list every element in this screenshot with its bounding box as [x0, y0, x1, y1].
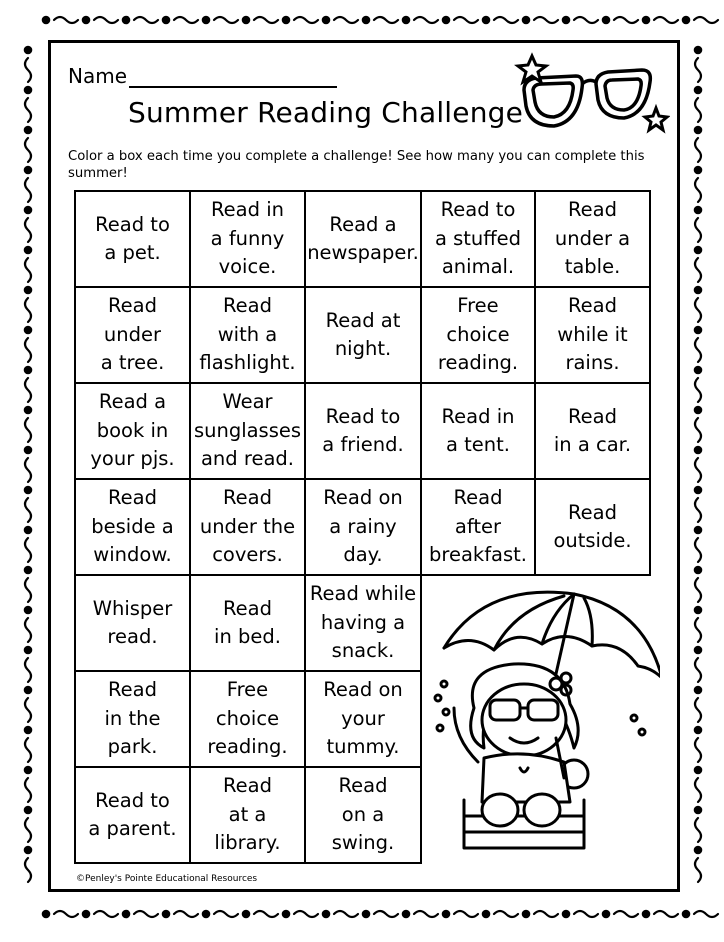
border-wave [695, 658, 701, 682]
border-wave [25, 578, 31, 602]
border-wave [695, 458, 701, 482]
border-wave [414, 17, 438, 23]
border-dot [483, 17, 489, 23]
border-wave [25, 258, 31, 282]
border-dot [695, 207, 701, 213]
border-dot [203, 17, 209, 23]
challenge-cell: Read at night. [304, 286, 422, 384]
border-dot [25, 87, 31, 93]
border-wave [614, 911, 638, 917]
border-wave [695, 618, 701, 642]
challenge-cell: Read outside. [534, 478, 651, 576]
border-wave [614, 17, 638, 23]
page-title: Summer Reading Challenge [128, 96, 524, 129]
challenge-cell: Read at a library. [189, 766, 306, 864]
instructions-text: Color a box each time you complete a challenge! See how many you can complete this summer! [68, 149, 645, 181]
border-wave [54, 911, 78, 917]
border-wave [534, 17, 558, 23]
border-wave [94, 17, 118, 23]
border-wave [574, 911, 598, 917]
border-wave [214, 17, 238, 23]
border-wave [294, 911, 318, 917]
border-dot [695, 647, 701, 653]
border-dot [603, 17, 609, 23]
border-wave [695, 58, 701, 82]
border-dot [25, 527, 31, 533]
border-dot [323, 17, 329, 23]
challenge-cell: Read under the covers. [189, 478, 306, 576]
challenge-cell: Free choice reading. [420, 286, 536, 384]
border-wave [695, 258, 701, 282]
border-wave [25, 778, 31, 802]
border-dot [25, 407, 31, 413]
border-wave [695, 778, 701, 802]
challenge-cell: Read in the park. [74, 670, 191, 768]
border-wave [25, 618, 31, 642]
border-dot [25, 687, 31, 693]
border-dot [123, 17, 129, 23]
border-dot [695, 287, 701, 293]
challenge-cell: Read under a table. [534, 190, 651, 288]
challenge-cell: Read beside a window. [74, 478, 191, 576]
border-dot [695, 687, 701, 693]
border-wave [174, 911, 198, 917]
border-wave [25, 418, 31, 442]
border-wave [534, 911, 558, 917]
border-wave [695, 738, 701, 762]
border-wave [334, 17, 358, 23]
challenge-cell: Whisper read. [74, 574, 191, 672]
border-wave [694, 911, 718, 917]
challenge-cell: Read while it rains. [534, 286, 651, 384]
border-dot [695, 327, 701, 333]
border-wave [214, 911, 238, 917]
border-wave [695, 698, 701, 722]
border-dot [25, 607, 31, 613]
border-dot [695, 87, 701, 93]
border-wave [454, 911, 478, 917]
border-wave [695, 858, 701, 882]
border-dot [695, 847, 701, 853]
border-dot [83, 17, 89, 23]
border-wave [254, 17, 278, 23]
border-dot [443, 911, 449, 917]
border-dot [695, 607, 701, 613]
border-dot [25, 207, 31, 213]
border-dot [643, 911, 649, 917]
border-dot [563, 17, 569, 23]
name-blank-line [129, 68, 337, 88]
challenge-cell: Read with a flashlight. [189, 286, 306, 384]
border-wave [25, 538, 31, 562]
border-dot [25, 487, 31, 493]
border-wave [25, 858, 31, 882]
border-wave [334, 911, 358, 917]
border-wave [25, 178, 31, 202]
border-wave [25, 698, 31, 722]
challenge-cell: Read after breakfast. [420, 478, 536, 576]
border-wave [25, 658, 31, 682]
name-field [68, 64, 337, 88]
border-dot [695, 247, 701, 253]
border-dot [203, 911, 209, 917]
challenge-cell: Read in a car. [534, 382, 651, 480]
border-wave [25, 378, 31, 402]
border-dot [25, 447, 31, 453]
challenge-cell: Read on a rainy day. [304, 478, 422, 576]
copyright-text: ©Penley's Pointe Educational Resources [76, 874, 258, 884]
border-dot [283, 17, 289, 23]
border-dot [523, 17, 529, 23]
border-wave [695, 578, 701, 602]
border-dot [25, 767, 31, 773]
border-wave [695, 418, 701, 442]
name-label: Name [68, 64, 128, 88]
border-dot [163, 911, 169, 917]
border-dot [695, 767, 701, 773]
border-wave [25, 298, 31, 322]
border-dot [43, 911, 49, 917]
border-dot [695, 487, 701, 493]
border-wave [694, 17, 718, 23]
border-wave [414, 911, 438, 917]
challenge-cell: Read on your tummy. [304, 670, 422, 768]
border-wave [695, 218, 701, 242]
border-dot [25, 567, 31, 573]
border-wave [695, 178, 701, 202]
border-wave [695, 818, 701, 842]
challenge-cell: Read while having a snack. [304, 574, 422, 672]
border-wave [695, 138, 701, 162]
border-wave [25, 138, 31, 162]
border-dot [523, 911, 529, 917]
border-dot [695, 727, 701, 733]
border-dot [403, 17, 409, 23]
girl-under-beach-umbrella-illustration [424, 588, 660, 868]
border-dot [25, 167, 31, 173]
border-wave [134, 911, 158, 917]
border-wave [25, 498, 31, 522]
challenge-cell: Read under a tree. [74, 286, 191, 384]
border-dot [695, 807, 701, 813]
border-dot [25, 727, 31, 733]
border-wave [25, 458, 31, 482]
challenge-cell: Free choice reading. [189, 670, 306, 768]
border-wave [25, 218, 31, 242]
challenge-cell: Wear sunglasses and read. [189, 382, 306, 480]
border-dot [363, 17, 369, 23]
border-dot [163, 17, 169, 23]
border-dot [443, 17, 449, 23]
border-dot [25, 287, 31, 293]
border-wave [494, 911, 518, 917]
border-dot [83, 911, 89, 917]
border-wave [454, 17, 478, 23]
border-wave [494, 17, 518, 23]
border-dot [243, 17, 249, 23]
border-dot [25, 807, 31, 813]
challenge-cell: Read to a friend. [304, 382, 422, 480]
challenge-cell: Read a book in your pjs. [74, 382, 191, 480]
border-dot [25, 367, 31, 373]
border-dot [695, 367, 701, 373]
border-dot [363, 911, 369, 917]
border-dot [25, 847, 31, 853]
border-wave [695, 538, 701, 562]
border-wave [25, 818, 31, 842]
border-wave [695, 498, 701, 522]
border-wave [654, 17, 678, 23]
challenge-cell: Read to a stuffed animal. [420, 190, 536, 288]
border-dot [25, 127, 31, 133]
border-dot [643, 17, 649, 23]
border-dot [25, 647, 31, 653]
border-wave [695, 298, 701, 322]
border-dot [563, 911, 569, 917]
border-dot [695, 127, 701, 133]
border-wave [174, 17, 198, 23]
border-dot [25, 327, 31, 333]
border-dot [403, 911, 409, 917]
border-dot [25, 47, 31, 53]
border-wave [25, 338, 31, 362]
border-dot [323, 911, 329, 917]
border-dot [243, 911, 249, 917]
border-wave [54, 17, 78, 23]
border-wave [25, 738, 31, 762]
border-wave [374, 17, 398, 23]
star-sunglasses-icon [510, 50, 670, 140]
border-wave [574, 17, 598, 23]
border-dot [683, 911, 689, 917]
border-dot [25, 247, 31, 253]
border-dot [603, 911, 609, 917]
border-wave [695, 98, 701, 122]
challenge-cell: Read in a tent. [420, 382, 536, 480]
border-dot [283, 911, 289, 917]
border-dot [695, 167, 701, 173]
border-dot [683, 17, 689, 23]
challenge-cell: Read to a pet. [74, 190, 191, 288]
border-dot [695, 527, 701, 533]
border-wave [25, 58, 31, 82]
border-dot [695, 447, 701, 453]
challenge-cell: Read in a funny voice. [189, 190, 306, 288]
border-wave [25, 98, 31, 122]
border-dot [123, 911, 129, 917]
challenge-cell: Read on a swing. [304, 766, 422, 864]
border-dot [43, 17, 49, 23]
challenge-cell: Read a newspaper. [304, 190, 422, 288]
border-wave [134, 17, 158, 23]
border-wave [654, 911, 678, 917]
border-wave [695, 338, 701, 362]
border-wave [294, 17, 318, 23]
border-dot [483, 911, 489, 917]
border-wave [94, 911, 118, 917]
border-dot [695, 567, 701, 573]
border-wave [254, 911, 278, 917]
border-dot [695, 47, 701, 53]
border-wave [374, 911, 398, 917]
border-dot [695, 407, 701, 413]
challenge-cell: Read in bed. [189, 574, 306, 672]
challenge-cell: Read to a parent. [74, 766, 191, 864]
border-wave [695, 378, 701, 402]
